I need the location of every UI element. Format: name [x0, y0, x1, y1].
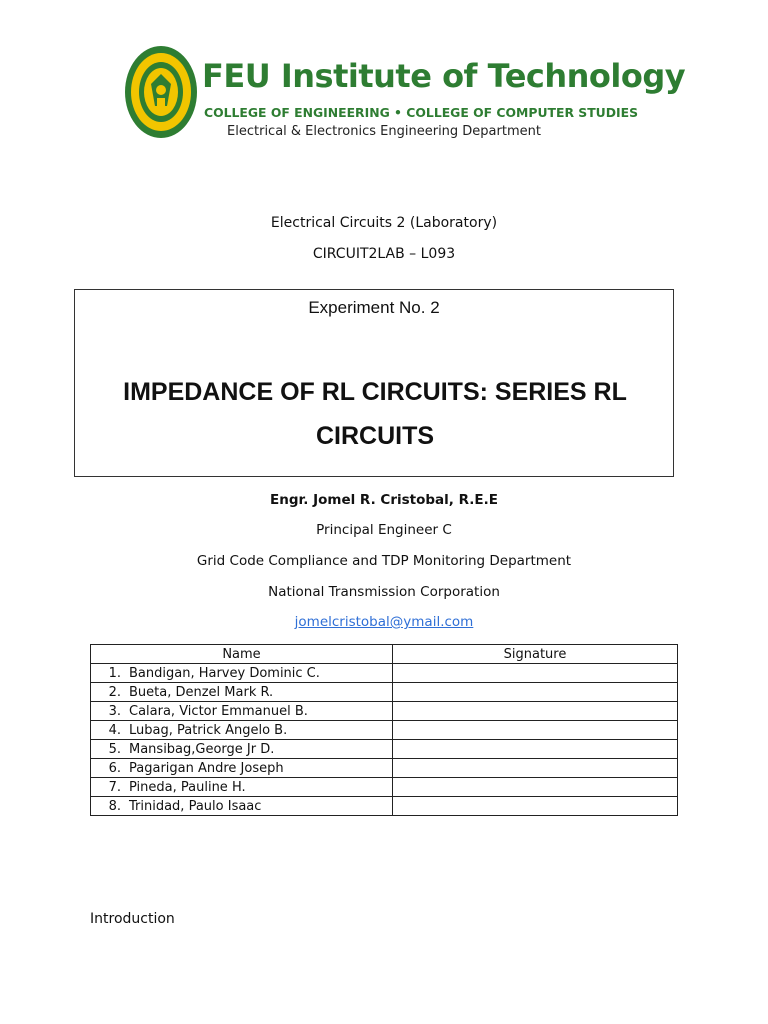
member-name-cell — [91, 797, 393, 816]
table-row — [91, 702, 678, 721]
course-title: Electrical Circuits 2 (Laboratory) — [270, 215, 498, 231]
member-name: Bandigan, Harvey Dominic C. — [129, 665, 320, 681]
signature-cell — [393, 683, 678, 702]
signature-cell — [393, 778, 678, 797]
member-name: Mansibag,George Jr D. — [129, 741, 275, 757]
email-link[interactable]: jomelcristobal@ymail.com — [294, 614, 474, 630]
institution-name: FEU Institute of Technology — [202, 57, 686, 95]
row-number: 8. — [108, 798, 121, 814]
table-row — [91, 778, 678, 797]
signature-cell — [393, 721, 678, 740]
instructor-position: Principal Engineer C — [316, 522, 452, 538]
table-row — [91, 683, 678, 702]
member-name-cell — [91, 721, 393, 740]
row-number: 7. — [108, 779, 121, 795]
table-row — [91, 797, 678, 816]
member-name-cell — [91, 664, 393, 683]
member-name: Pagarigan Andre Joseph — [129, 760, 284, 776]
department-name: Electrical & Electronics Engineering Department — [227, 124, 541, 139]
row-number: 6. — [108, 760, 121, 776]
row-number: 4. — [108, 722, 121, 738]
row-number: 1. — [108, 665, 121, 681]
signature-cell — [393, 740, 678, 759]
row-number: 5. — [108, 741, 121, 757]
signature-cell — [393, 664, 678, 683]
row-number: 2. — [108, 684, 121, 700]
instructor-company: National Transmission Corporation — [268, 584, 500, 600]
college-names: COLLEGE OF ENGINEERING • COLLEGE OF COMPUTER STUDIES — [204, 105, 639, 120]
experiment-title: IMPEDANCE OF RL CIRCUITS: SERIES RL CIRCUITS — [123, 378, 627, 450]
email-line — [0, 614, 768, 630]
experiment-number: Experiment No. 2 — [308, 298, 440, 317]
instructor-department: Grid Code Compliance and TDP Monitoring Department — [196, 553, 572, 569]
signature-column-header: Signature — [393, 645, 678, 664]
member-name: Calara, Victor Emmanuel B. — [129, 703, 308, 719]
member-name: Lubag, Patrick Angelo B. — [129, 722, 288, 738]
member-name-cell — [91, 759, 393, 778]
member-name: Bueta, Denzel Mark R. — [129, 684, 274, 700]
members-table-body — [91, 664, 678, 816]
course-code: CIRCUIT2LAB – L093 — [312, 246, 456, 262]
table-row — [91, 664, 678, 683]
member-name: Trinidad, Paulo Isaac — [129, 798, 262, 814]
member-name: Pineda, Pauline H. — [129, 779, 246, 795]
table-header-row — [91, 645, 678, 664]
members-table — [90, 644, 678, 816]
signature-cell — [393, 797, 678, 816]
experiment-box — [74, 289, 674, 477]
table-row — [91, 740, 678, 759]
signature-cell — [393, 702, 678, 721]
row-number: 3. — [108, 703, 121, 719]
signature-cell — [393, 759, 678, 778]
introduction-heading: Introduction — [90, 911, 175, 927]
table-row — [91, 759, 678, 778]
member-name-cell — [91, 740, 393, 759]
member-name-cell — [91, 702, 393, 721]
name-column-header: Name — [91, 645, 393, 664]
member-name-cell — [91, 778, 393, 797]
table-row — [91, 721, 678, 740]
instructor-name: Engr. Jomel R. Cristobal, R.E.E — [270, 492, 498, 508]
member-name-cell — [91, 683, 393, 702]
